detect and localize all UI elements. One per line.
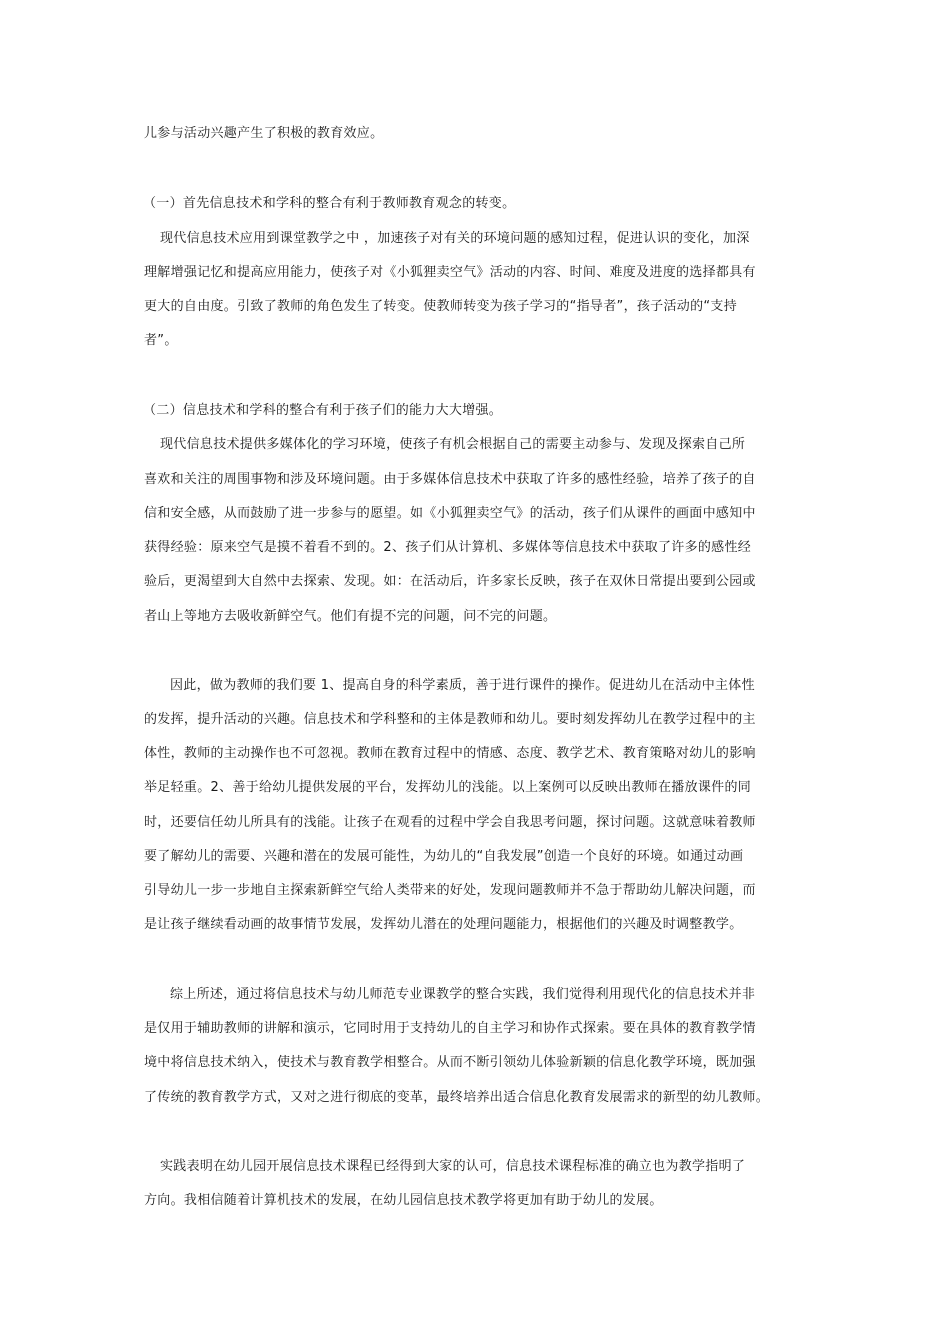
paragraph-line: 获得经验：原来空气是摸不着看不到的。2、孩子们从计算机、多媒体等信息技术中获取了许多的感性经 (144, 540, 752, 555)
paragraph-line: 的发挥，提升活动的兴趣。信息技术和学科整和的主体是教师和幼儿。要时刻发挥幼儿在教学过程中的主 (144, 712, 756, 727)
paragraph-line: 时，还要信任幼儿所具有的浅能。让孩子在观看的过程中学会自我思考问题，探讨问题。这就意味着教师 (144, 815, 756, 830)
paragraph-line: 体性，教师的主动操作也不可忽视。教师在教育过程中的情感、态度、教学艺术、教育策略对幼儿的影响 (144, 746, 756, 761)
paragraph-line: 现代信息技术提供多媒体化的学习环境，使孩子有机会根据自己的需要主动参与、发现及探索自己所 (160, 437, 746, 452)
paragraph-line: 理解增强记忆和提高应用能力，使孩子对《小狐狸卖空气》活动的内容、时间、难度及进度的选择都具有 (144, 265, 756, 280)
paragraph-line: 更大的自由度。引致了教师的角色发生了转变。使教师转变为孩子学习的“指导者”，孩子活动的“支持 (144, 299, 738, 314)
paragraph-line: 者山上等地方去吸收新鲜空气。他们有提不完的问题，问不完的问题。 (144, 609, 557, 624)
paragraph-line: 方向。我相信随着计算机技术的发展，在幼儿园信息技术教学将更加有助于幼儿的发展。 (144, 1193, 663, 1208)
paragraph-line: 要了解幼儿的需要、兴趣和潜在的发展可能性，为幼儿的“自我发展”创造一个良好的环境。如通过动画 (144, 849, 744, 864)
paragraph-line: 喜欢和关注的周围事物和涉及环境问题。由于多媒体信息技术中获取了许多的感性经验，培养了孩子的自 (144, 472, 756, 487)
paragraph-line: 儿参与活动兴趣产生了积极的教育效应。 (144, 126, 384, 141)
paragraph-line: 因此，做为教师的我们要 1、提高自身的科学素质，善于进行课件的操作。促进幼儿在活动中主体性 (170, 678, 755, 693)
paragraph-line: 实践表明在幼儿园开展信息技术课程已经得到大家的认可，信息技术课程标准的确立也为教学指明了 (160, 1159, 746, 1174)
paragraph-line: 综上所述，通过将信息技术与幼儿师范专业课教学的整合实践，我们觉得利用现代化的信息技术并非 (170, 987, 756, 1002)
paragraph-line: 举足轻重。2、善于给幼儿提供发展的平台，发挥幼儿的浅能。以上案例可以反映出教师在播放课件的同 (144, 780, 752, 795)
paragraph-line: 了传统的教育教学方式，又对之进行彻底的变革，最终培养出适合信息化教育发展需求的新型的幼儿教师。 (144, 1090, 770, 1105)
paragraph-line: 现代信息技术应用到课堂教学之中 ，加速孩子对有关的环境问题的感知过程，促进认识的变化，加深 (160, 231, 750, 246)
paragraph-line: 境中将信息技术纳入，使技术与教育教学相整合。从而不断引领幼儿体验新颖的信息化教学环境，既加强 (144, 1055, 756, 1070)
paragraph-line: 信和安全感，从而鼓励了进一步参与的愿望。如《小狐狸卖空气》的活动，孩子们从课件的画面中感知中 (144, 506, 756, 521)
paragraph-line: 是让孩子继续看动画的故事情节发展，发挥幼儿潜在的处理问题能力，根据他们的兴趣及时调整教学。 (144, 917, 743, 932)
section-heading-2: （二）信息技术和学科的整合有利于孩子们的能力大大增强。 (143, 403, 503, 418)
section-heading-1: （一）首先信息技术和学科的整合有利于教师教育观念的转变。 (143, 196, 516, 211)
paragraph-line: 者”。 (144, 333, 178, 348)
paragraph-line: 引导幼儿一步一步地自主探索新鲜空气给人类带来的好处，发现问题教师并不急于帮助幼儿解决问题，而 (144, 883, 756, 898)
paragraph-line: 验后，更渴望到大自然中去探索、发现。如：在活动后，许多家长反映，孩子在双休日常提出要到公园或 (144, 574, 756, 589)
paragraph-line: 是仅用于辅助教师的讲解和演示，它同时用于支持幼儿的自主学习和协作式探索。要在具体的教育教学情 (144, 1021, 756, 1036)
